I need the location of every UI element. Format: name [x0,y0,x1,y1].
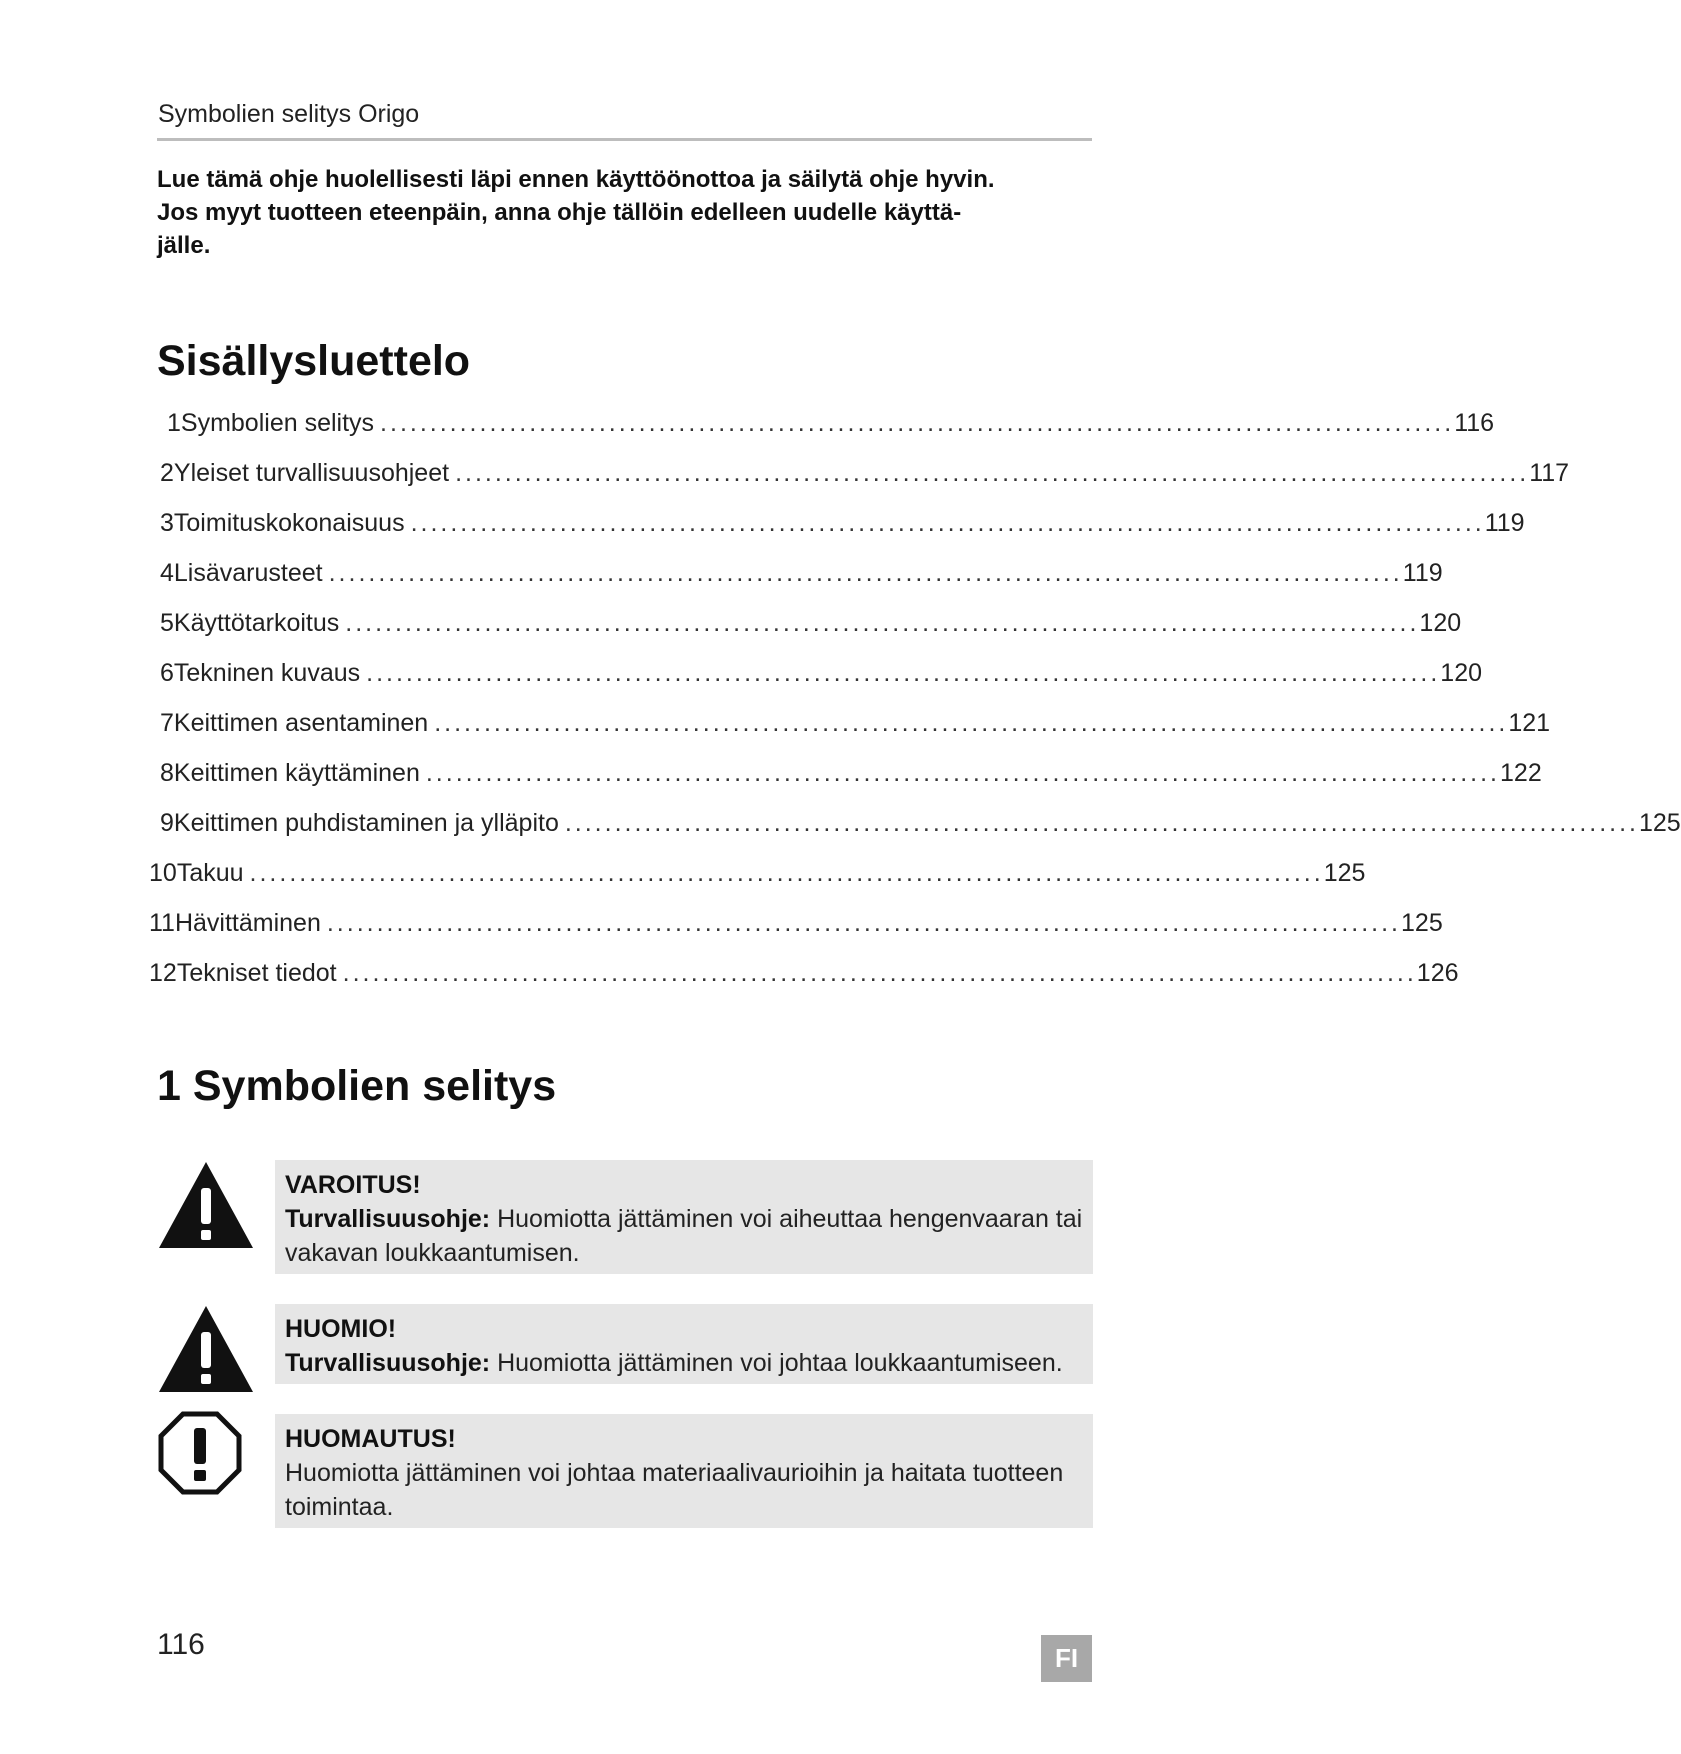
toc-leader-dots: ............................................................................................................ [380,409,1455,437]
notice-title: HUOMIO! [285,1315,397,1343]
toc-entry[interactable] [160,809,1681,849]
toc-entry-number: 5 [160,609,174,637]
toc-title: Sisällysluettelo [157,337,471,385]
toc-entry[interactable] [160,559,1443,599]
toc-entry[interactable] [160,659,1483,699]
notice-octagon-icon [157,1410,243,1496]
toc-entry-label: Symbolien selitys [180,409,375,437]
warning-triangle-icon [157,1304,255,1394]
toc-entry-label: Toimituskokonaisuus [173,509,405,537]
notice-note [275,1414,1093,1528]
toc-entry-page: 125 [1401,909,1443,937]
intro-line: Lue tämä ohje huolellisesti läpi ennen käyttöönottoa ja säilytä ohje hyvin. [157,166,995,193]
notice-lead: Turvallisuusohje: [285,1349,491,1377]
toc-entry-label: Keittimen asentaminen [173,709,429,737]
toc-entry-number: 4 [160,559,174,587]
toc-leader-dots: ............................................................................................................ [425,759,1501,787]
toc-entry[interactable] [149,959,1459,999]
toc-leader-dots: ............................................................................................................ [366,659,1441,687]
toc-entry-label: Hävittäminen [174,909,321,937]
header-rule [157,138,1092,141]
toc-entry-label: Tekniset tiedot [176,959,337,987]
toc-entry-number: 9 [160,809,174,837]
toc-entry-label: Yleiset turvallisuusohjeet [173,459,450,487]
intro-paragraph [157,163,1097,262]
toc-leader-dots: ............................................................................................................ [434,709,1509,737]
notice-title: VAROITUS! [285,1171,421,1199]
toc-entry-label: Lisävarusteet [173,559,323,587]
toc-entry-page: 116 [1454,409,1495,437]
toc-entry-page: 121 [1508,709,1551,737]
toc-entry[interactable] [160,759,1542,799]
toc-entry-number: 8 [160,759,174,787]
toc-entry-number: 3 [160,509,174,537]
toc-leader-dots: ............................................................................................................ [345,609,1420,637]
toc-entry-page: 119 [1484,509,1525,537]
toc-leader-dots: ............................................................................................................ [326,909,1402,937]
toc-entry-page: 125 [1323,859,1366,887]
toc-entry-number: 1 [167,409,181,437]
toc-entry-page: 122 [1500,759,1542,787]
notice-title: HUOMAUTUS! [285,1425,456,1453]
toc-entry-label: Keittimen käyttäminen [173,759,420,787]
toc-entry-page: 126 [1416,959,1459,987]
notice-text: Huomiotta jättäminen voi johtaa loukkaantumiseen. [490,1349,1063,1377]
toc-entry-number: 6 [160,659,174,687]
toc-entry[interactable] [167,409,1495,449]
toc-leader-dots: ............................................................................................................ [455,459,1530,487]
toc-entry-number: 2 [160,459,174,487]
toc-entry-number: 7 [160,709,174,737]
toc-entry-number: 10 [149,859,177,887]
section-title: 1 Symbolien selitys [157,1062,557,1110]
notice-caution [275,1304,1093,1384]
toc-entry[interactable] [149,909,1443,949]
toc-leader-dots: ............................................................................................................ [328,559,1403,587]
intro-line: jälle. [157,232,211,259]
notice-warning [275,1160,1093,1274]
notice-text: Huomiotta jättäminen voi aiheuttaa hengenvaaran tai vakavan loukkaantumisen. [285,1205,1083,1267]
intro-line: Jos myyt tuotteen eteenpäin, anna ohje tällöin edelleen uudelle käyttä- [157,199,962,226]
toc-entry-page: 117 [1529,459,1570,487]
toc-entry[interactable] [160,609,1462,649]
toc-entry-page: 120 [1440,659,1483,687]
running-header: Symbolien selitys Origo [158,100,420,128]
toc-entry-number: 12 [149,959,177,987]
toc-entry[interactable] [160,509,1525,549]
warning-triangle-icon [157,1160,255,1250]
toc-entry-number: 11 [149,909,175,937]
toc-entry-page: 119 [1402,559,1443,587]
toc-leader-dots: ............................................................................................................ [342,959,1417,987]
notice-text: Huomiotta jättäminen voi johtaa materiaalivaurioihin ja haitata tuotteen toimintaa. [285,1459,1064,1521]
toc-entry-label: Takuu [176,859,244,887]
toc-leader-dots: ............................................................................................................ [249,859,1324,887]
notice-lead: Turvallisuusohje: [285,1205,491,1233]
toc-entry-label: Tekninen kuvaus [173,659,361,687]
toc-entry-page: 120 [1419,609,1462,637]
toc-entry-label: Keittimen puhdistaminen ja ylläpito [173,809,559,837]
toc-leader-dots: ............................................................................................................ [410,509,1485,537]
page-number: 116 [157,1628,205,1661]
toc-leader-dots: ............................................................................................................ [564,809,1639,837]
toc-entry[interactable] [149,859,1366,899]
language-badge: FI [1041,1635,1092,1682]
toc-entry-page: 125 [1639,809,1681,837]
toc-entry-label: Käyttötarkoitus [173,609,340,637]
toc-entry[interactable] [160,709,1551,749]
toc-entry[interactable] [160,459,1570,499]
